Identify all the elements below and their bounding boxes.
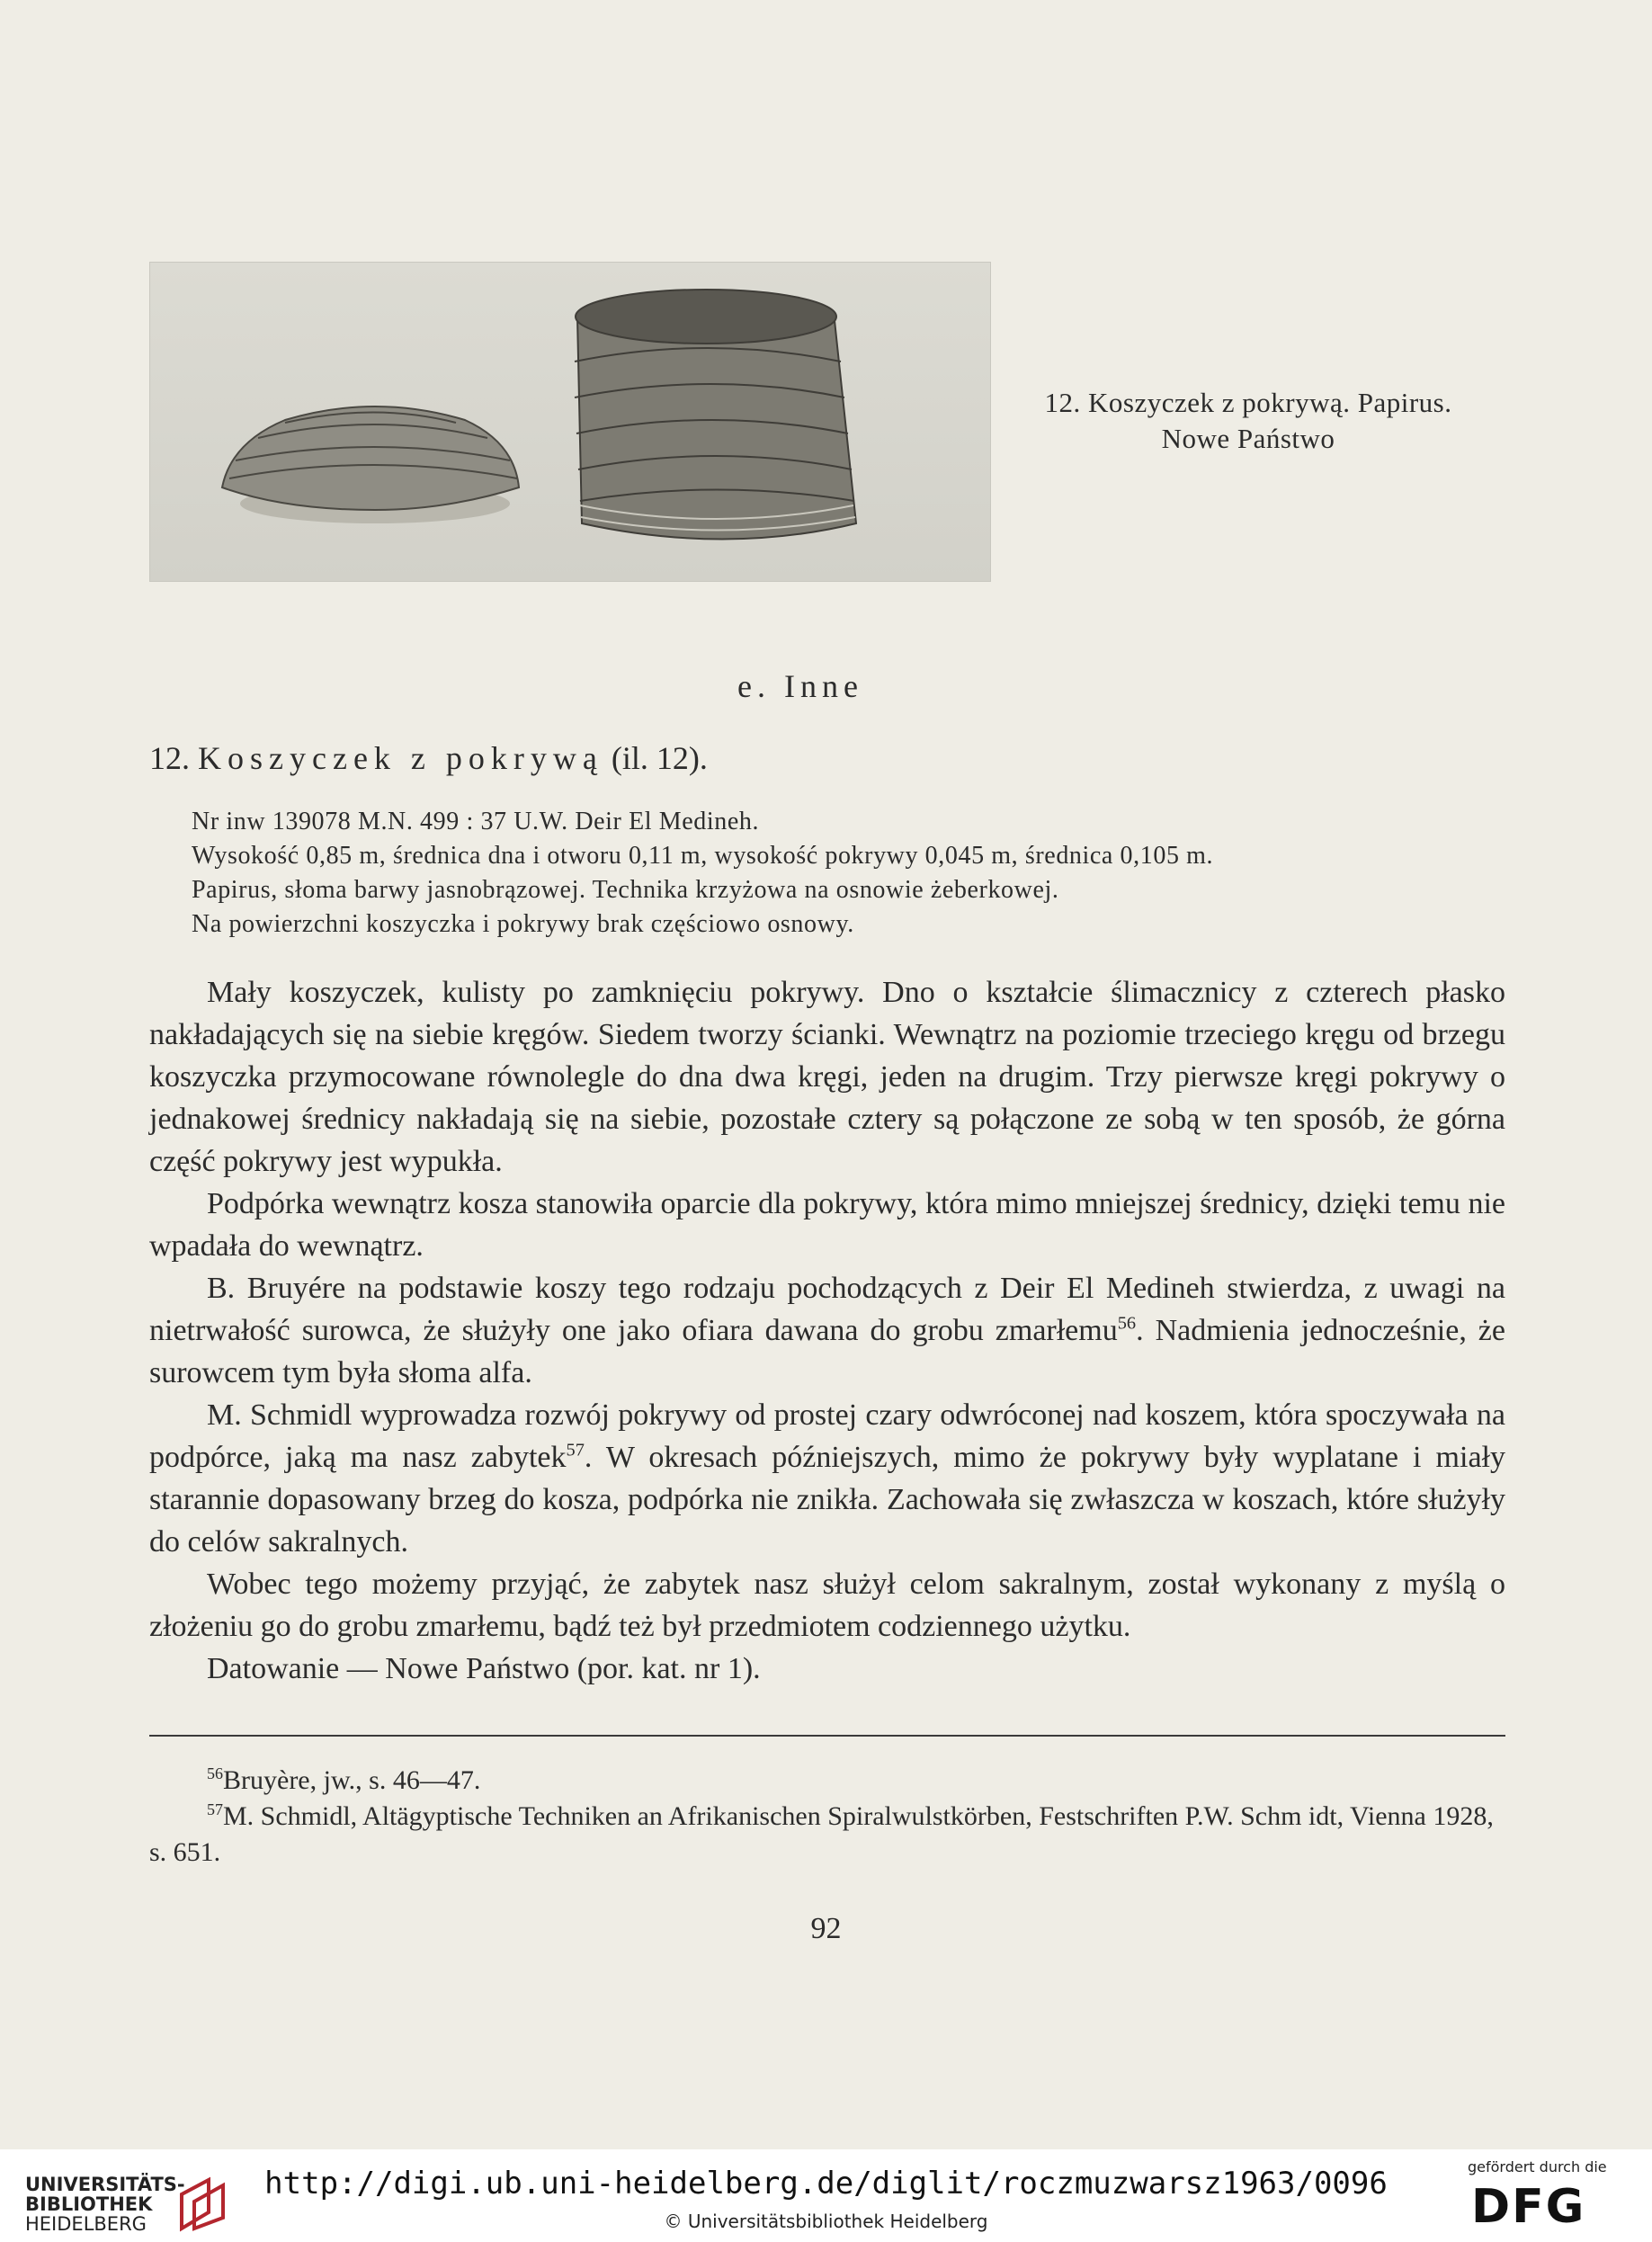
figure-caption <box>1005 385 1491 457</box>
caption-line-1: 12. Koszyczek z pokrywą. Papirus. <box>1044 387 1452 418</box>
caption-line-2: Nowe Państwo <box>1161 423 1335 454</box>
footnote-number: 56 <box>207 1764 223 1782</box>
meta-line: Nr inw 139078 M.N. 499 : 37 U.W. Deir El Medineh. <box>192 808 760 835</box>
paragraph <box>149 1267 1505 1394</box>
basket-photo <box>149 262 991 582</box>
meta-line: Papirus, słoma barwy jasnobrązowej. Technika krzyżowa na osnowie żeberkowej. <box>192 876 1059 904</box>
footnote-text: Bruyère, jw., s. 46—47. <box>223 1765 481 1795</box>
footnote-text: M. Schmidl, Altägyptische Techniken an Afrikanischen Spiralwulstkörben, Festschriften P.W. Schm idt, Vienna 1928, s. 651. <box>149 1801 1494 1867</box>
paragraph-text: . Nadmienia jednocześnie, że surowcem tym była słoma alfa. <box>149 1314 1505 1389</box>
viewer-footer <box>0 2149 1652 2242</box>
dfg-logo[interactable]: DFG <box>1471 2180 1586 2234</box>
paragraph-text: M. Schmidl wyprowadza rozwój pokrywy od prostej czary odwróconej nad koszem, która spoczywała na podpórce, jaką ma nasz zabytek <box>149 1398 1505 1474</box>
paragraph: Wobec tego możemy przyjąć, że zabytek nasz służył celom sakralnym, został wykonany z myślą o złożeniu go do grobu zmarłemu, bądź też był przedmiotem codziennego użytku. <box>149 1568 1505 1643</box>
footnote-ref[interactable]: 56 <box>1117 1313 1137 1334</box>
item-title: Koszyczek z pokrywą <box>198 740 603 776</box>
item-number: 12. <box>149 740 190 776</box>
meta-line: Wysokość 0,85 m, średnica dna i otworu 0,11 m, wysokość pokrywy 0,045 m, średnica 0,105 m. <box>192 842 1214 870</box>
footnote-divider <box>149 1735 1505 1737</box>
permalink-url[interactable]: http://digi.ub.uni-heidelberg.de/diglit/roczmuzwarsz1963/0096 <box>264 2166 1388 2202</box>
catalog-metadata <box>192 805 1514 942</box>
description-body <box>149 971 1505 1690</box>
paragraph <box>149 1394 1505 1563</box>
section-heading: e. Inne <box>737 668 863 704</box>
funding-label: gefördert durch die <box>1468 2158 1607 2175</box>
footnote-ref[interactable]: 57 <box>566 1440 585 1460</box>
paragraph-text: . W okresach późniejszych, mimo że pokrywy były wyplatane i miały starannie dopasowany brzeg do kosza, podpórka nie znikła. Zachowała się zwłaszcza w koszach, które służyły do celów sakralnych. <box>149 1441 1505 1559</box>
copyright-notice: © Universitätsbibliothek Heidelberg <box>664 2211 988 2232</box>
library-line-1: UNIVERSITÄTS- <box>25 2174 185 2195</box>
paragraph: Mały koszyczek, kulisty po zamknięciu pokrywy. Dno o kształcie ślimacznicy z czterech płasko nakładających się na siebie kręgów. Siedem tworzy ścianki. Wewnątrz na poziomie trzeciego kręgu od brzegu koszyczka przymocowane równolegle do dna dwa kręgi, jeden na drugim. Trzy pierwsze kręgi pokrywy o jednakowej średnicy nakładają się na siebie, pozostałe cztery są połączone ze sobą w ten sposób, że górna część pokrywy jest wypukła. <box>149 976 1505 1178</box>
paragraph-text: B. Bruyére na podstawie koszy tego rodzaju pochodzących z Deir El Medineh stwierdza, z uwagi na nietrwałość surowca, że służyły one jako ofiara dawana do grobu zmarłemu <box>149 1272 1505 1347</box>
basket-illustration <box>150 263 990 581</box>
page-number: 92 <box>810 1912 842 1945</box>
footnote-number: 57 <box>207 1800 223 1818</box>
footnotes <box>149 1763 1505 1871</box>
library-line-3: HEIDELBERG <box>25 2213 147 2235</box>
item-illustration-ref: (il. 12). <box>611 740 708 776</box>
item-heading <box>149 739 708 777</box>
footnote <box>149 1799 1505 1871</box>
paragraph: Datowanie — Nowe Państwo (por. kat. nr 1). <box>207 1652 761 1685</box>
meta-line: Na powierzchni koszyczka i pokrywy brak częściowo osnowy. <box>192 910 854 938</box>
footnote <box>149 1763 1505 1799</box>
paragraph: Podpórka wewnątrz kosza stanowiła oparcie dla pokrywy, która mimo mniejszej średnicy, dzięki temu nie wpadała do wewnątrz. <box>149 1187 1505 1263</box>
library-line-2: BIBLIOTHEK <box>25 2193 153 2215</box>
